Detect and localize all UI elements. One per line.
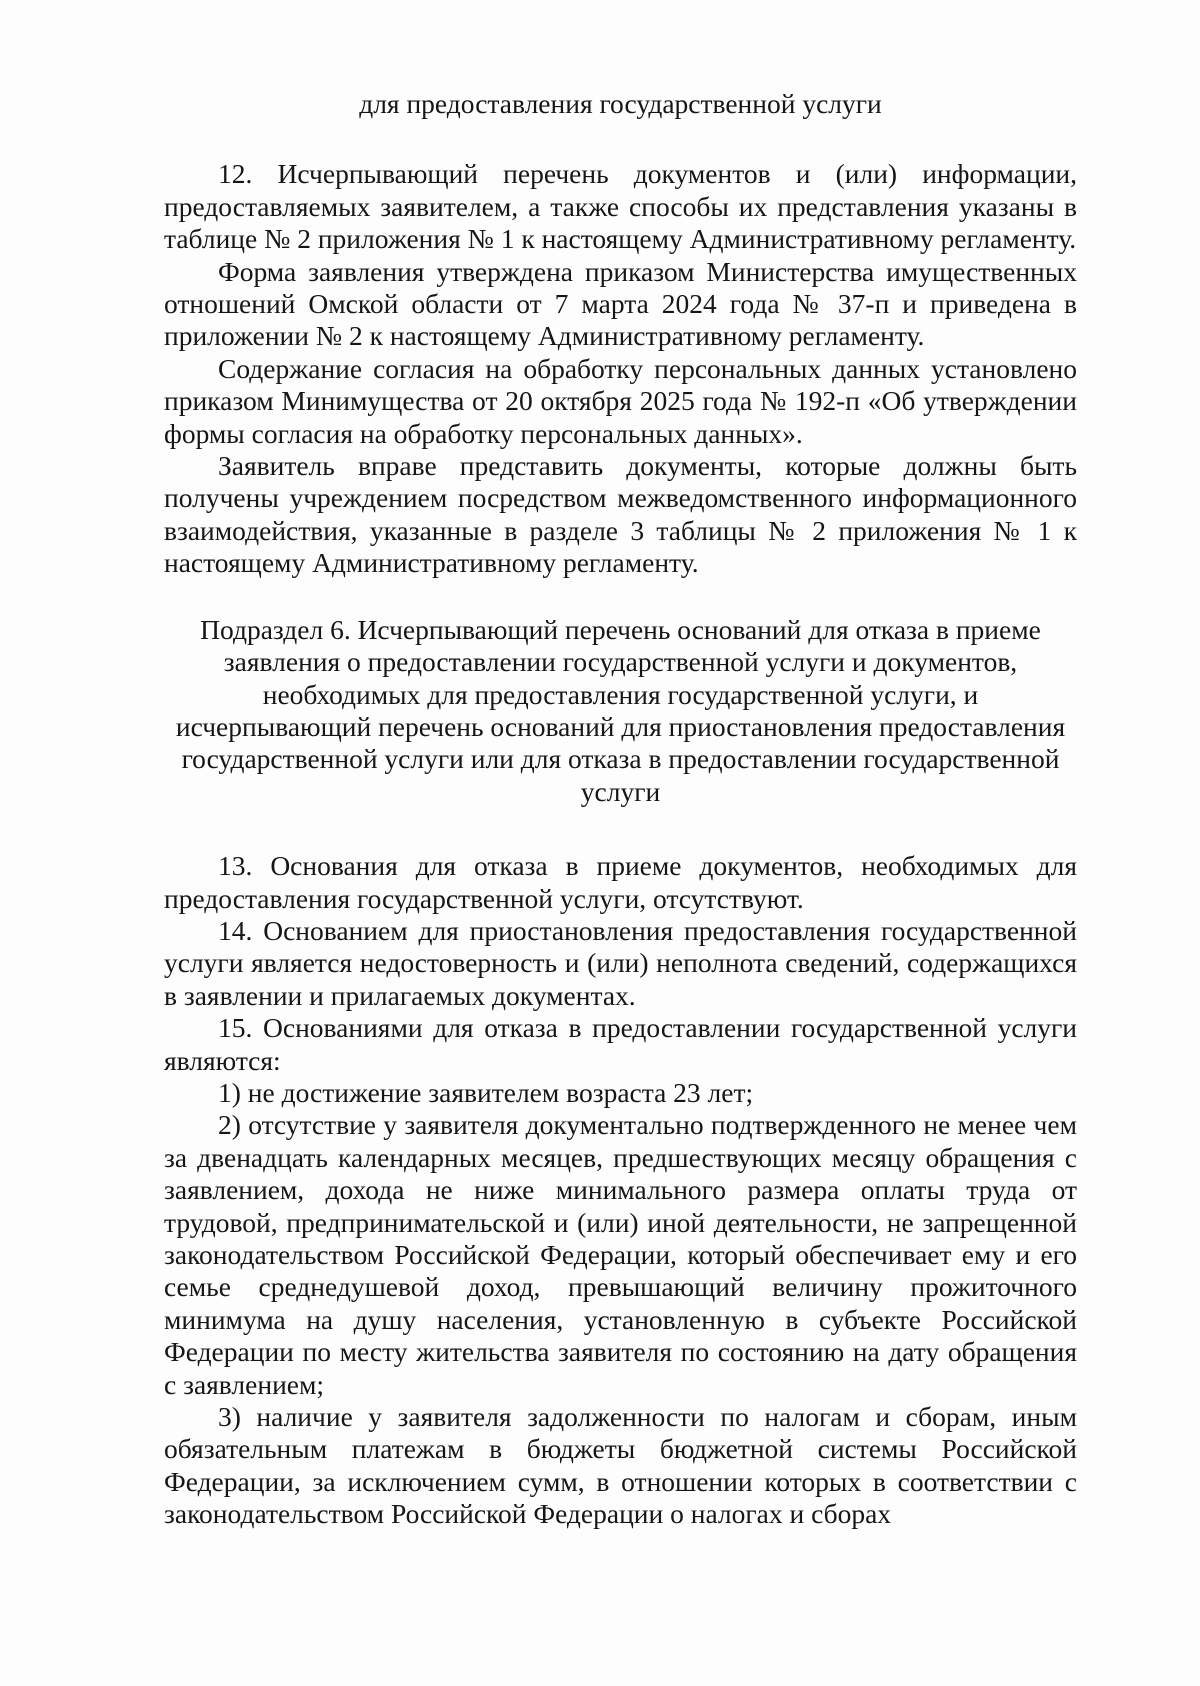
paragraph-14: 14. Основанием для приостановления предоставления государственной услуги является недостоверность и (или) неполнота сведений, содержащихся в заявлении и прилагаемых документах. xyxy=(164,914,1077,1011)
list-item-2: 2) отсутствие у заявителя документально подтвержденного не менее чем за двенадцать календарных месяцев, предшествующих месяцу обращения с заявлением, дохода не ниже минимального размера оплаты труда от трудовой, предпринимательской и (или) иной деятельности, не запрещенной законодательством Российской Федерации, который обеспечивает ему и его семье среднедушевой доход, превышающий величину прожиточного минимума на душу населения, установленную в субъекте Российской Федерации по месту жительства заявителя по состоянию на дату обращения с заявлением; xyxy=(164,1109,1077,1400)
paragraph-consent-content: Содержание согласия на обработку персональных данных установлено приказом Минимущества от 20 октября 2025 года № 192-п «Об утверждении формы согласия на обработку персональных данных». xyxy=(164,352,1077,449)
list-item-3: 3) наличие у заявителя задолженности по налогам и сборам, иным обязательным платежам в бюджеты бюджетной системы Российской Федерации, за исключением сумм, в отношении которых в соответствии с законодательством Российской Федерации о налогах и сборах xyxy=(164,1401,1077,1530)
paragraph-application-form: Форма заявления утверждена приказом Министерства имущественных отношений Омской области от 7 марта 2024 года № 37-п и приведена в приложении № 2 к настоящему Административному регламенту. xyxy=(164,255,1077,352)
document-body xyxy=(164,88,1077,1531)
paragraph-15: 15. Основаниями для отказа в предоставлении государственной услуги являются: xyxy=(164,1012,1077,1076)
list-item-1: 1) не достижение заявителем возраста 23 лет; xyxy=(218,1076,754,1108)
paragraph-applicant-right: Заявитель вправе представить документы, которые должны быть получены учреждением посредством межведомственного информационного взаимодействия, указанные в разделе 3 таблицы № 2 приложения № 1 к настоящему Административному регламенту. xyxy=(164,450,1077,579)
subsection-6-heading: Подраздел 6. Исчерпывающий перечень оснований для отказа в приеме заявления о предоставлении государственной услуги и документов, необходимых для предоставления государственной услуги, и исчерпывающий перечень оснований для приостановления предоставления государственной услуги или для отказа в предоставлении государственной услуги xyxy=(175,613,1066,807)
paragraph-13: 13. Основания для отказа в приеме документов, необходимых для предоставления государственной услуги, отсутствуют. xyxy=(164,850,1077,914)
continued-heading-line: для предоставления государственной услуги xyxy=(359,88,882,119)
paragraph-12: 12. Исчерпывающий перечень документов и (или) информации, предоставляемых заявителем, а также способы их представления указаны в таблице № 2 приложения № 1 к настоящему Административному регламенту. xyxy=(164,158,1077,255)
